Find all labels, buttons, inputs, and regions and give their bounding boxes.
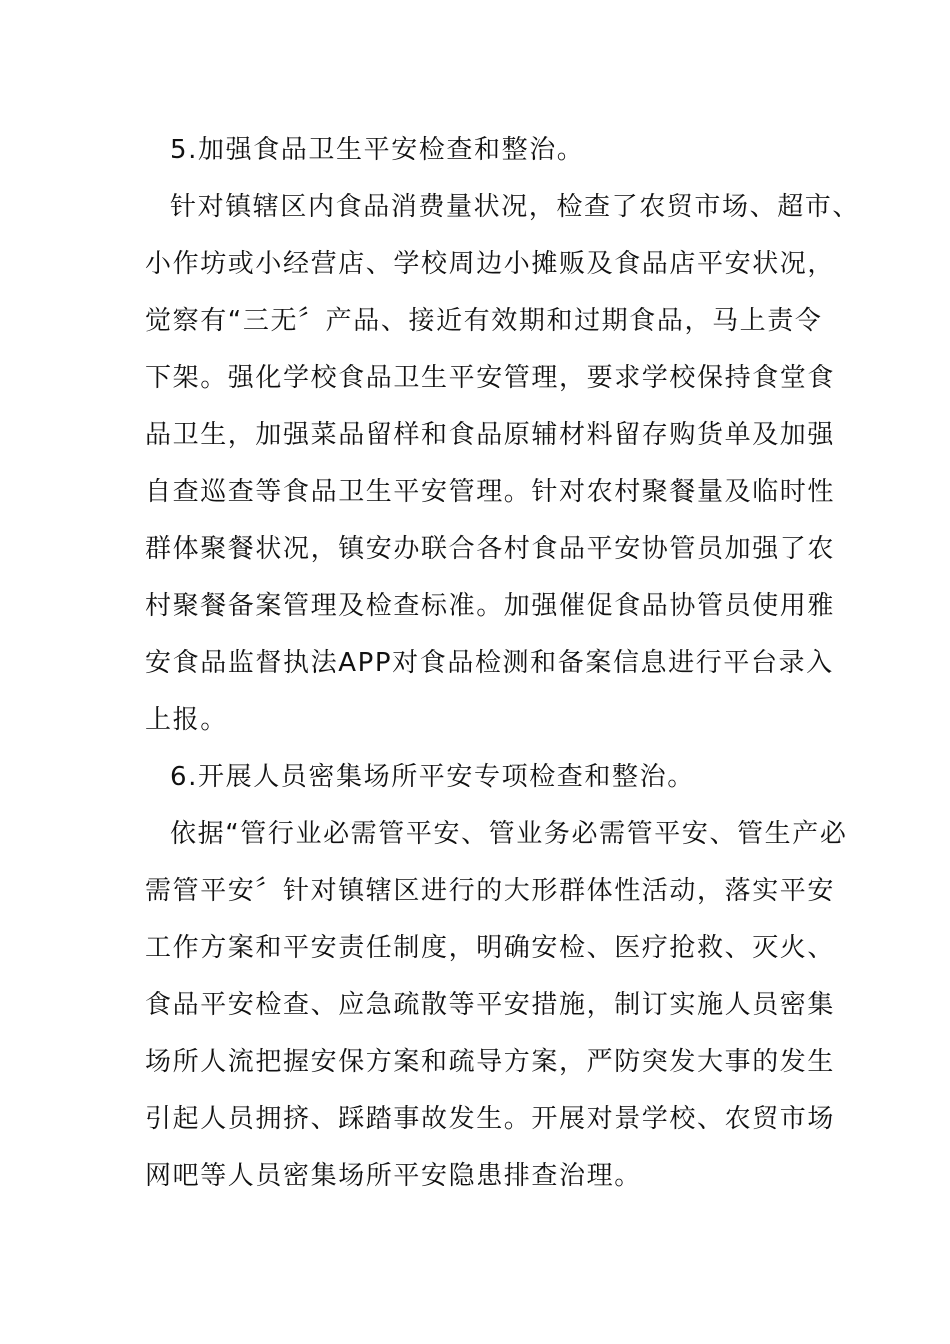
paragraph-line: 工作方案和平安责任制度，明确安检、医疗抢救、灭火、 [145,933,836,963]
paragraph-line: 群体聚餐状况，镇安办联合各村食品平安协管员加强了农 [145,534,836,564]
paragraph-line: 针对镇辖区内食品消费量状况，检查了农贸市场、超市、 [170,192,861,222]
paragraph-line: 上报。 [145,705,228,735]
paragraph-line: 网吧等人员密集场所平安隐患排查治理。 [145,1161,642,1191]
paragraph-line: 小作坊或小经营店、学校周边小摊贩及食品店平安状况， [145,249,836,279]
paragraph-line: 安食品监督执法APP对食品检测和备案信息进行平台录入 [145,648,834,678]
paragraph-line: 下架。强化学校食品卫生平安管理，要求学校保持食堂食 [145,363,836,393]
paragraph-line: 需管平安〞针对镇辖区进行的大形群体性活动，落实平安 [145,876,836,906]
paragraph-line: 场所人流把握安保方案和疏导方案，严防突发大事的发生 [145,1047,836,1077]
paragraph-line: 自查巡查等食品卫生平安管理。针对农村聚餐量及临时性 [145,477,836,507]
paragraph-line: 食品平安检查、应急疏散等平安措施，制订实施人员密集 [145,990,836,1020]
paragraph-line: 品卫生，加强菜品留样和食品原辅材料留存购货单及加强 [145,420,836,450]
paragraph-line: 引起人员拥挤、踩踏事故发生。开展对景学校、农贸市场 [145,1104,836,1134]
section-heading-5: 5.加强食品卫生平安检查和整治。 [170,135,585,165]
paragraph-line: 依据“管行业必需管平安、管业务必需管平安、管生产必 [170,819,848,849]
section-heading-6: 6.开展人员密集场所平安专项检查和整治。 [170,762,695,792]
paragraph-line: 觉察有“三无〞产品、接近有效期和过期食品，马上责令 [145,306,823,336]
paragraph-line: 村聚餐备案管理及检查标准。加强催促食品协管员使用雅 [145,591,836,621]
